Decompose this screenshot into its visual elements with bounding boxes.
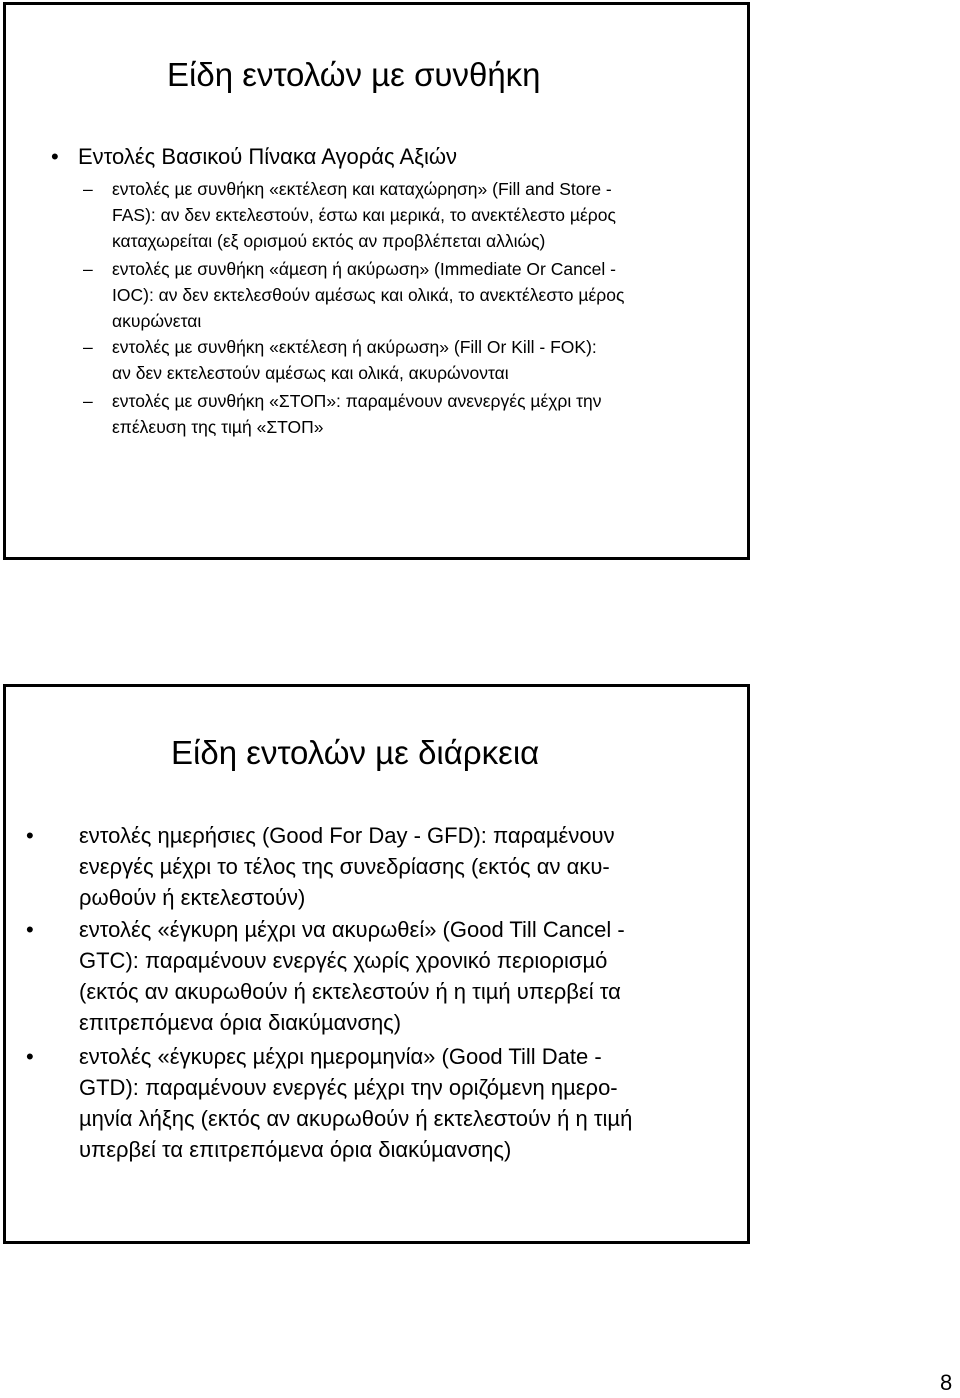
sub-item-fill-or-kill — [83, 334, 597, 386]
slide-2-title: Είδη εντολών µε διάρκεια — [171, 734, 540, 771]
bullet-item-line: υπερβεί τα επιτρεπόµενα όρια διακύµανσης) — [79, 1137, 512, 1162]
bullet-item-line: GTC): παραµένουν ενεργές χωρίς χρονικό περιορισµό — [79, 948, 608, 973]
dash-icon: – — [83, 391, 93, 411]
bullet-item-good-till-date — [26, 1041, 632, 1165]
bullet-item-line: (εκτός αν ακυρωθούν ή εκτελεστούν ή η τιµή υπερβεί τα — [79, 979, 621, 1004]
bullet-icon: • — [26, 823, 34, 848]
dash-icon: – — [83, 259, 93, 279]
sub-item-fill-and-store — [83, 176, 616, 254]
sub-item-line: εντολές µε συνθήκη «άµεση ή ακύρωση» (Immediate Or Cancel - — [112, 259, 616, 279]
slide-1-title: Είδη εντολών µε συνθήκη — [167, 56, 541, 93]
bullet-item-line: µηνία λήξης (εκτός αν ακυρωθούν ή εκτελεστούν ή η τιµή — [79, 1106, 633, 1131]
sub-item-line: επέλευση της τιµή «ΣΤΟΠ» — [112, 417, 324, 437]
sub-item-immediate-or-cancel — [83, 256, 624, 334]
dash-icon: – — [83, 179, 93, 199]
main-bullet-text: Εντολές Βασικού Πίνακα Αγοράς Αξιών — [78, 144, 458, 169]
sub-item-line: αν δεν εκτελεστούν αµέσως και ολικά, ακυρώνονται — [112, 363, 509, 383]
sub-item-line: εντολές µε συνθήκη «εκτέλεση και καταχώρηση» (Fill and Store - — [112, 179, 612, 199]
bullet-icon: • — [26, 1044, 34, 1069]
bullet-item-line: εντολές «έγκυρες µέχρι ηµεροµηνία» (Good Till Date - — [79, 1044, 602, 1069]
bullet-item-line: επιτρεπόµενα όρια διακύµανσης) — [79, 1010, 402, 1035]
bullet-item-line: GTD): παραµένουν ενεργές µέχρι την οριζόµενη ηµερο- — [79, 1075, 618, 1100]
dash-icon: – — [83, 337, 93, 357]
page-number: 8 — [940, 1370, 953, 1395]
sub-item-line: FAS): αν δεν εκτελεστούν, έστω και µερικά, το ανεκτέλεστο µέρος — [112, 205, 616, 225]
bullet-icon: • — [51, 144, 59, 169]
sub-item-line: ακυρώνεται — [112, 311, 202, 331]
bullet-item-line: ρωθούν ή εκτελεστούν) — [79, 885, 306, 910]
bullet-item-good-for-day — [26, 820, 615, 913]
sub-item-line: καταχωρείται (εξ ορισµού εκτός αν προβλέπεται αλλιώς) — [112, 231, 546, 251]
bullet-item-line: εντολές «έγκυρη µέχρι να ακυρωθεί» (Good Till Cancel - — [79, 917, 625, 942]
sub-item-line: IOC): αν δεν εκτελεσθούν αµέσως και ολικά, το ανεκτέλεστο µέρος — [112, 285, 625, 305]
sub-item-line: εντολές µε συνθήκη «εκτέλεση ή ακύρωση» (Fill Or Kill - FOK): — [112, 337, 597, 357]
sub-item-stop — [83, 388, 602, 440]
slide-1 — [3, 2, 750, 560]
bullet-item-line: ενεργές µέχρι το τέλος της συνεδρίασης (εκτός αν ακυ- — [79, 854, 610, 879]
sub-item-line: εντολές µε συνθήκη «ΣΤΟΠ»: παραµένουν ανενεργές µέχρι την — [112, 391, 602, 411]
slide-2 — [3, 684, 750, 1244]
bullet-item-line: εντολές ηµερήσιες (Good For Day - GFD): παραµένουν — [79, 823, 615, 848]
bullet-item-good-till-cancel — [26, 914, 625, 1038]
bullet-icon: • — [26, 917, 34, 942]
